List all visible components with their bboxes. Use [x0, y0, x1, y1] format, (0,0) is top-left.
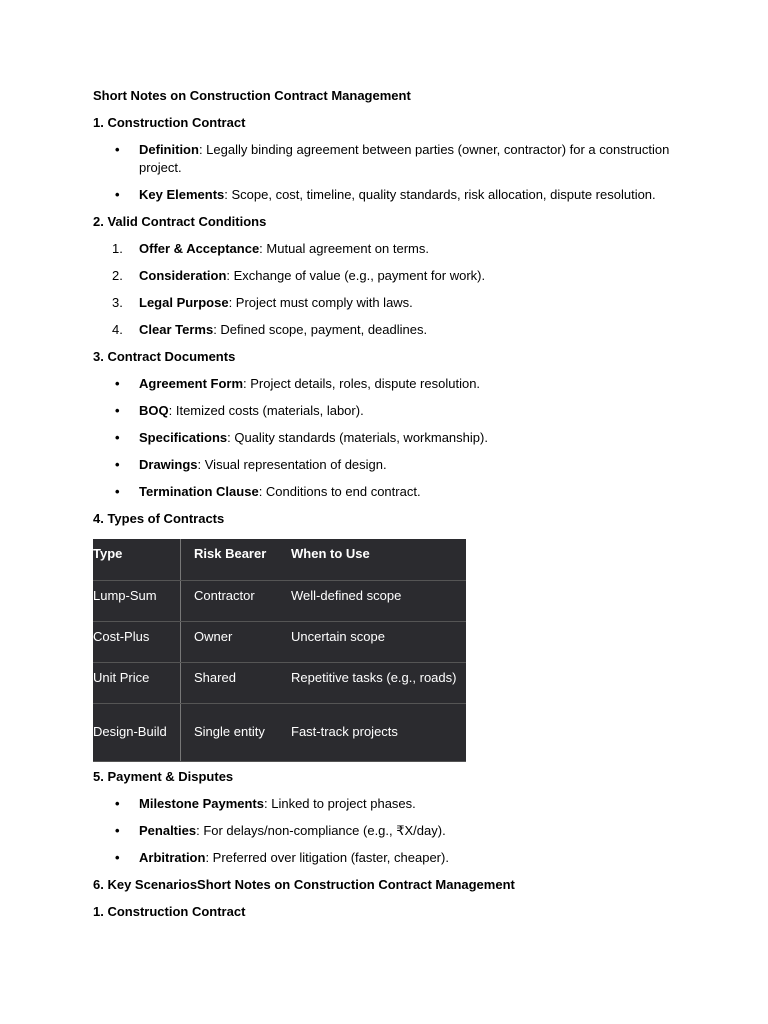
- section-heading-contract-documents: 3. Contract Documents: [93, 349, 236, 364]
- item-term: Milestone Payments: [139, 795, 264, 811]
- list-item: [93, 141, 693, 177]
- bullet-icon: •: [115, 430, 120, 445]
- list-item: [93, 429, 693, 447]
- item-text: : Quality standards (materials, workmanship).: [227, 430, 488, 445]
- section-heading-types-of-contracts: 4. Types of Contracts: [93, 511, 225, 526]
- list-item: [93, 402, 693, 420]
- table-row: [93, 703, 466, 761]
- item-term: Legal Purpose: [139, 295, 229, 310]
- item-term: Arbitration: [139, 849, 206, 865]
- section-1-list: [93, 141, 693, 204]
- list-item: [93, 321, 693, 339]
- bullet-icon: •: [115, 457, 120, 472]
- list-item: [93, 186, 693, 204]
- bullet-icon: •: [115, 187, 120, 202]
- bullet-icon: •: [115, 849, 120, 865]
- table-row: [93, 580, 466, 621]
- item-text: : Legally binding agreement between parties (owner, contractor) for a construction project.: [139, 142, 670, 175]
- table-cell: Owner: [181, 621, 280, 662]
- item-term: Drawings: [139, 457, 198, 472]
- section-heading-valid-contract-conditions: 2. Valid Contract Conditions: [93, 214, 267, 229]
- table-cell: Design-Build: [93, 703, 181, 761]
- item-number: 3.: [112, 295, 123, 310]
- table-cell: Lump-Sum: [93, 580, 181, 621]
- list-item: [93, 294, 693, 312]
- table-cell: Unit Price: [93, 662, 181, 703]
- table-cell: Cost-Plus: [93, 621, 181, 662]
- table-row: [93, 662, 466, 703]
- item-term: Key Elements: [139, 187, 225, 202]
- item-term: Clear Terms: [139, 322, 214, 337]
- table-cell: Repetitive tasks (e.g., roads): [279, 662, 466, 703]
- list-item: [93, 375, 693, 393]
- table-cell: Uncertain scope: [279, 621, 466, 662]
- section-heading-payment-disputes: 5. Payment & Disputes: [93, 768, 234, 784]
- section-3-list: [93, 375, 693, 501]
- list-item: [93, 483, 693, 501]
- item-text: : Mutual agreement on terms.: [259, 241, 429, 256]
- section-heading-construction-contract: 1. Construction Contract: [93, 115, 246, 130]
- item-term: Termination Clause: [139, 484, 259, 499]
- item-number: 1.: [112, 241, 123, 256]
- item-term: Consideration: [139, 268, 227, 283]
- document-title: Short Notes on Construction Contract Management: [93, 88, 411, 103]
- item-text: : Defined scope, payment, deadlines.: [213, 322, 428, 337]
- bullet-icon: •: [115, 484, 120, 499]
- item-text: : Project details, roles, dispute resolution.: [243, 376, 481, 391]
- bullet-icon: •: [115, 403, 120, 418]
- section-heading-key-scenarios: 6. Key ScenariosShort Notes on Construction Contract Management: [93, 876, 515, 892]
- item-text: : Exchange of value (e.g., payment for work).: [226, 268, 486, 283]
- item-term: Penalties: [139, 822, 197, 838]
- section-heading-construction-contract-repeat: 1. Construction Contract: [93, 903, 246, 919]
- item-text: : Preferred over litigation (faster, cheaper).: [205, 849, 449, 865]
- section-2-list: [93, 240, 693, 339]
- list-item: [93, 795, 693, 813]
- table-header-row: [93, 539, 466, 580]
- item-number: 2.: [112, 268, 123, 283]
- item-term: Definition: [139, 142, 199, 157]
- table-cell: Shared: [181, 662, 280, 703]
- list-item: [93, 267, 693, 285]
- document-page: [93, 87, 693, 930]
- table-header-cell: Risk Bearer: [181, 539, 280, 580]
- item-term: Agreement Form: [139, 376, 244, 391]
- table-header-cell: Type: [93, 539, 181, 580]
- bullet-icon: •: [115, 376, 120, 391]
- table-row: [93, 621, 466, 662]
- item-text: : Conditions to end contract.: [258, 484, 421, 499]
- contract-types-table: [93, 539, 466, 762]
- item-text: : For delays/non-compliance (e.g., ₹X/day).: [196, 822, 446, 838]
- item-term: Offer & Acceptance: [139, 241, 260, 256]
- table-cell: Single entity: [181, 703, 280, 761]
- item-number: 4.: [112, 322, 123, 337]
- table-cell: Fast-track projects: [279, 703, 466, 761]
- item-term: Specifications: [139, 430, 228, 445]
- list-item: [93, 849, 693, 867]
- bullet-icon: •: [115, 822, 120, 838]
- table-header-cell: When to Use: [279, 539, 466, 580]
- bullet-icon: •: [115, 142, 120, 157]
- item-text: : Scope, cost, timeline, quality standards, risk allocation, dispute resolution.: [224, 187, 656, 202]
- item-text: : Linked to project phases.: [264, 795, 416, 811]
- table-cell: Contractor: [181, 580, 280, 621]
- item-text: : Itemized costs (materials, labor).: [168, 403, 364, 418]
- bullet-icon: •: [115, 795, 120, 811]
- item-term: BOQ: [139, 403, 169, 418]
- item-text: : Visual representation of design.: [197, 457, 387, 472]
- section-5-list: [93, 795, 693, 867]
- list-item: [93, 240, 693, 258]
- list-item: [93, 822, 693, 840]
- item-text: : Project must comply with laws.: [228, 295, 413, 310]
- list-item: [93, 456, 693, 474]
- table-cell: Well-defined scope: [279, 580, 466, 621]
